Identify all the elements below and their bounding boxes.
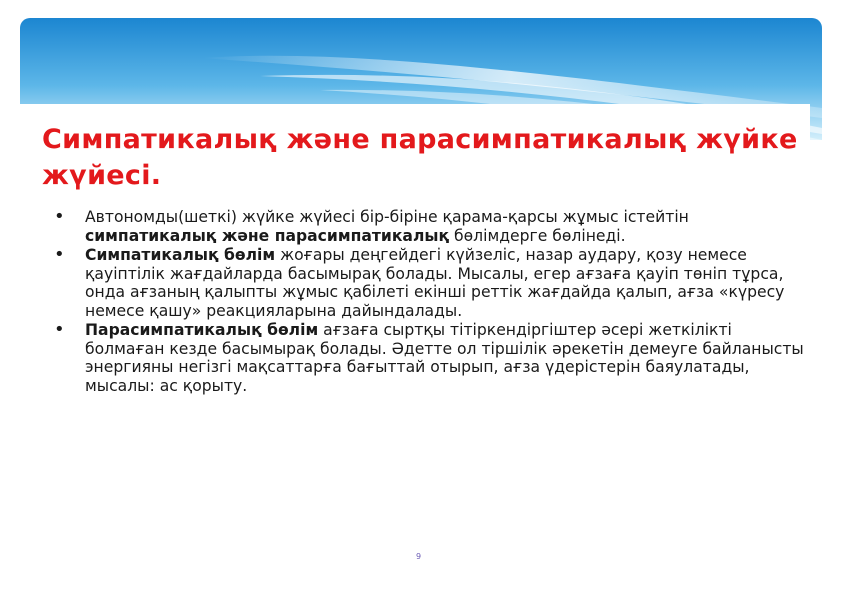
bullet-text: ағзаға сыртқы тітіркендіргіштер әсері жеткілікті болмаған кезде басымырақ болады. Әдетте ол тіршілік әрекетін демеуге байланысты энергияны негізгі мақсаттарға бағыттай отырып, ағза үдерістерін баяулатады, мысалы: ас қорыту.: [85, 321, 804, 395]
bullet-dot-icon: •: [54, 206, 65, 227]
bullet-text: Автономды(шеткі) жүйке жүйесі бір-біріне қарама-қарсы жұмыс істейтін: [85, 208, 689, 226]
bullet-dot-icon: •: [54, 244, 65, 265]
page-number: 9: [416, 552, 422, 561]
bullet-text-bold: симпатикалық және парасимпатикалық: [85, 226, 450, 245]
bullet-item: [52, 208, 812, 245]
bullet-text: бөлімдерге бөлінеді.: [449, 226, 626, 245]
bullet-text-bold: Парасимпатикалық бөлім: [85, 321, 319, 339]
slide-title: Симпатикалық және парасимпатикалық жүйке жүйесі.: [42, 124, 798, 191]
bullet-text-bold: Симпатикалық бөлім: [85, 246, 276, 264]
bullet-item: [52, 321, 812, 395]
bullet-dot-icon: •: [54, 319, 65, 340]
bullet-list: [52, 208, 812, 396]
bullet-text: жоғары деңгейдегі күйзеліс, назар аудару, қозу немесе қауіптілік жағдайларда басымырақ болады. Мысалы, егер ағзаға қауіп төніп тұрса, онда ағзаның қалыпты жұмыс қабілеті екінші реттік жағдайда қалып, ағза «күресу немесе қашу» реакцияларына дайындалады.: [85, 246, 785, 320]
bullet-item: [52, 246, 812, 320]
